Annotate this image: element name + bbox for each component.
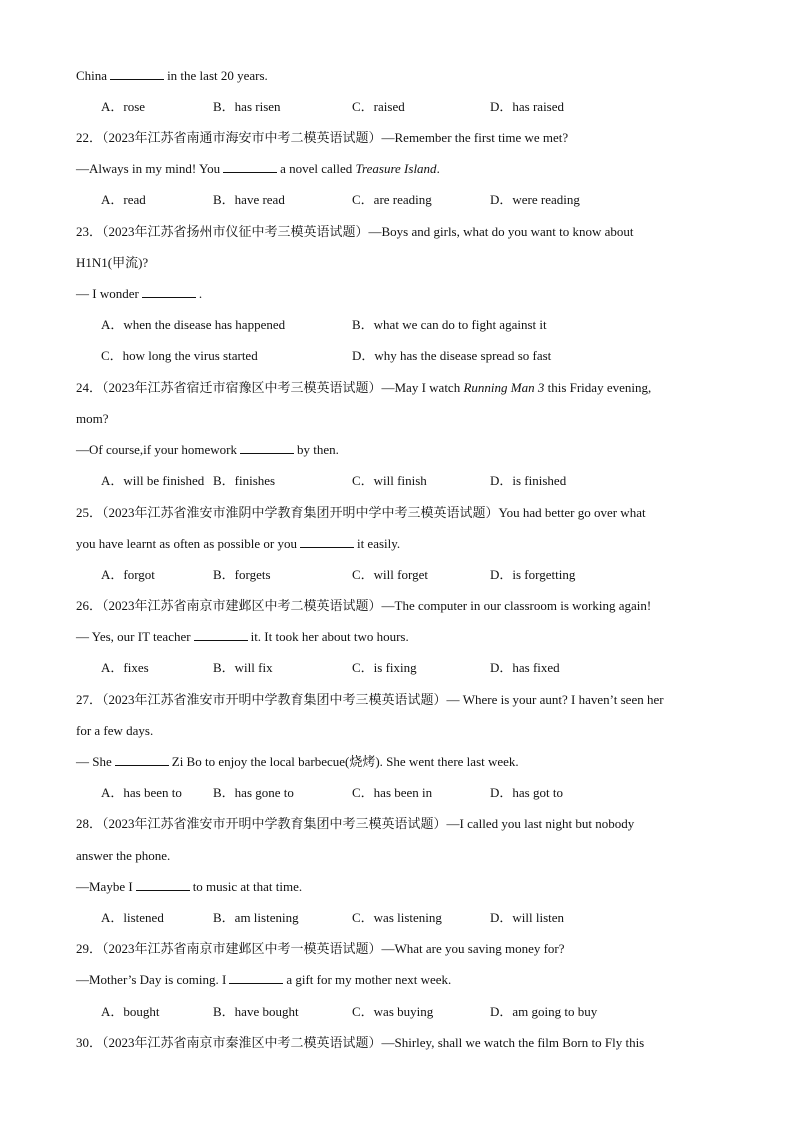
q26-option-d: D．has fixed: [490, 660, 560, 675]
answer-blank: [110, 67, 164, 80]
answer-blank: [142, 285, 196, 298]
q25-option-d: D．is forgetting: [490, 567, 576, 582]
q28-stem: 28．（2023年江苏省淮安市开明中学教育集团中考三模英语试题）—I called you last night but nobody: [76, 816, 635, 831]
answer-blank: [136, 878, 190, 891]
answer-blank: [223, 160, 277, 173]
q25-option-a: A．forgot: [101, 567, 155, 582]
q23-option-d: D．why has the disease spread so fast: [352, 348, 552, 363]
q25-stem: 25．（2023年江苏省淮安市淮阴中学教育集团开明中学中考三模英语试题）You had better go over what: [76, 505, 646, 520]
q24-option-d: D．is finished: [490, 473, 567, 488]
q22-dialogue: —Always in my mind! You a novel called Treasure Island.: [76, 161, 440, 176]
answer-blank: [240, 441, 294, 454]
q26-option-b: B．will fix: [213, 660, 273, 675]
q21-option-b: B．has risen: [213, 99, 281, 114]
q21-option-a: A．rose: [101, 99, 146, 114]
q25-option-b: B．forgets: [213, 567, 271, 582]
q21-stem-tail: China in the last 20 years.: [76, 68, 268, 83]
answer-blank: [194, 628, 248, 641]
q27-option-a: A．has been to: [101, 785, 182, 800]
q22-option-a: A．read: [101, 192, 146, 207]
q26-option-c: C．is fixing: [352, 660, 417, 675]
q30-stem: 30．（2023年江苏省南京市秦淮区中考二模英语试题）—Shirley, shall we watch the film Born to Fly this: [76, 1035, 645, 1050]
q25-stem-cont: you have learnt as often as possible or you it easily.: [76, 536, 401, 551]
q23-dialogue: — I wonder .: [76, 286, 203, 301]
q26-stem: 26．（2023年江苏省南京市建邺区中考二模英语试题）—The computer in our classroom is working again!: [76, 598, 652, 613]
q28-option-d: D．will listen: [490, 910, 565, 925]
q27-dialogue: — She Zi Bo to enjoy the local barbecue(烧烤). She went there last week.: [76, 754, 519, 769]
q24-option-a: A．will be finished: [101, 473, 205, 488]
q23-option-a: A．when the disease has happened: [101, 317, 286, 332]
q28-stem-cont: answer the phone.: [76, 848, 171, 863]
q29-stem: 29．（2023年江苏省南京市建邺区中考一模英语试题）—What are you saving money for?: [76, 941, 565, 956]
q24-dialogue: —Of course,if your homework by then.: [76, 442, 339, 457]
q21-option-d: D．has raised: [490, 99, 565, 114]
q29-option-b: B．have bought: [213, 1004, 299, 1019]
q29-option-d: D．am going to buy: [490, 1004, 598, 1019]
answer-blank: [115, 753, 169, 766]
q21-option-c: C．raised: [352, 99, 405, 114]
q29-option-c: C．was buying: [352, 1004, 434, 1019]
answer-blank: [229, 971, 283, 984]
q27-option-b: B．has gone to: [213, 785, 294, 800]
q23-option-c: C．how long the virus started: [101, 348, 258, 363]
q23-option-b: B．what we can do to fight against it: [352, 317, 547, 332]
q24-stem: 24．（2023年江苏省宿迁市宿豫区中考三模英语试题）—May I watch Running Man 3 this Friday evening,: [76, 380, 652, 395]
q28-dialogue: —Maybe I to music at that time.: [76, 879, 303, 894]
q27-stem: 27．（2023年江苏省淮安市开明中学教育集团中考三模英语试题）— Where is your aunt? I haven’t seen her: [76, 692, 664, 707]
q28-option-c: C．was listening: [352, 910, 442, 925]
q28-option-b: B．am listening: [213, 910, 299, 925]
q23-stem-cont: H1N1(甲流)?: [76, 255, 149, 270]
q22-option-b: B．have read: [213, 192, 285, 207]
q29-dialogue: —Mother’s Day is coming. I a gift for my mother next week.: [76, 972, 452, 987]
q24-stem-cont: mom?: [76, 411, 109, 426]
answer-blank: [300, 535, 354, 548]
q24-option-b: B．finishes: [213, 473, 276, 488]
q27-stem-cont: for a few days.: [76, 723, 154, 738]
q28-option-a: A．listened: [101, 910, 164, 925]
q27-option-d: D．has got to: [490, 785, 563, 800]
q26-option-a: A．fixes: [101, 660, 149, 675]
q24-option-c: C．will finish: [352, 473, 427, 488]
q22-stem: 22．（2023年江苏省南通市海安市中考二模英语试题）—Remember the first time we met?: [76, 130, 569, 145]
q23-stem: 23．（2023年江苏省扬州市仪征中考三模英语试题）—Boys and girls, what do you want to know about: [76, 224, 634, 239]
q25-option-c: C．will forget: [352, 567, 428, 582]
q27-option-c: C．has been in: [352, 785, 433, 800]
q22-option-c: C．are reading: [352, 192, 432, 207]
q26-dialogue: — Yes, our IT teacher it. It took her about two hours.: [76, 629, 409, 644]
q22-option-d: D．were reading: [490, 192, 580, 207]
q29-option-a: A．bought: [101, 1004, 160, 1019]
